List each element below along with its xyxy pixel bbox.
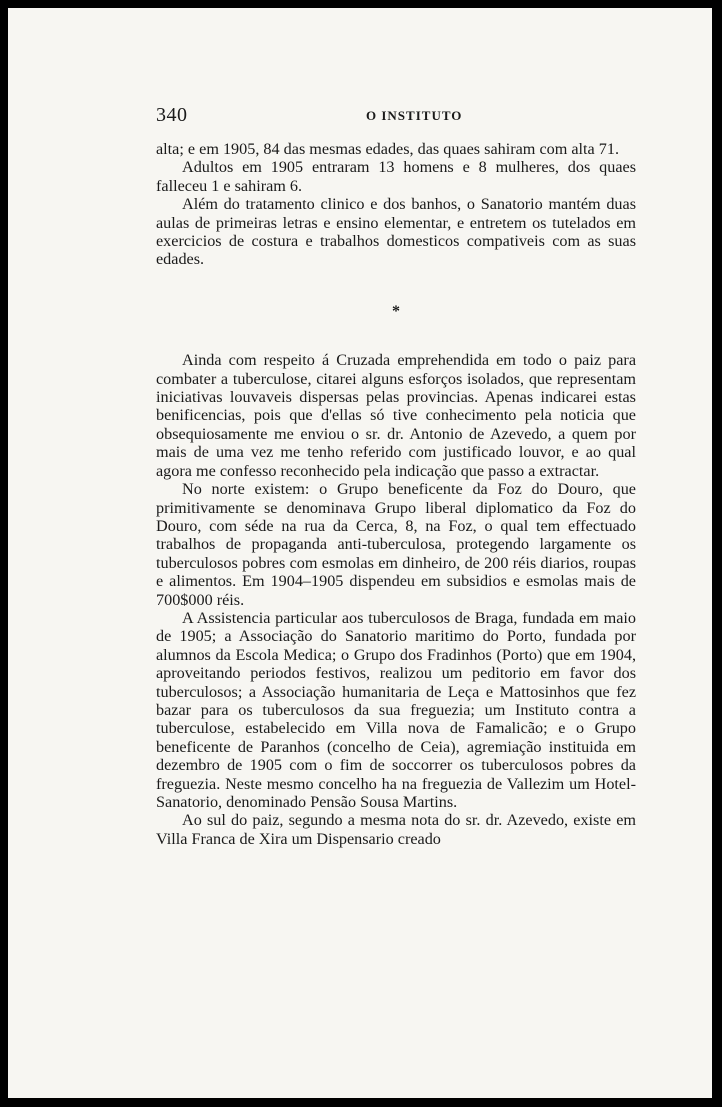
running-title: O INSTITUTO <box>366 108 463 123</box>
paragraph-2: Adultos em 1905 entraram 13 homens e 8 mulheres, dos quaes falleceu 1 e sahiram 6. <box>156 158 636 195</box>
paragraph-6: A Assistencia particular aos tuberculosos de Braga, fundada em maio de 1905; a Associação do Sanatorio maritimo do Porto, fundada por alumnos da Escola Medica; o Grupo dos Fradinhos (Porto) que em 1904, aproveitando periodos festivos, realizou um peditorio em favor dos tuberculosos; a Associação humanitaria de Leça e Mattosinhos que fez bazar para os tuberculosos da sua freguezia; um Instituto contra a tuberculose, estabelecido em Villa nova de Famalicão; e o Grupo beneficente de Paranhos (concelho de Ceia), agremiação instituida em dezembro de 1905 com o fim de soccorrer os tuberculosos pobres da freguezia. Neste mesmo concelho ha na freguezia de Vallezim um Hotel-Sanatorio, denominado Pensão Sousa Martins. <box>156 608 636 811</box>
paragraph-1: alta; e em 1905, 84 das mesmas edades, das quaes sahiram com alta 71. <box>156 140 620 158</box>
body-text <box>156 140 636 848</box>
page-header <box>156 104 636 128</box>
page-number: 340 <box>156 104 188 126</box>
book-page <box>6 6 714 1100</box>
paragraph-7: Ao sul do paiz, segundo a mesma nota do sr. dr. Azevedo, existe em Villa Franca de Xira um Dispensario creado <box>156 811 636 848</box>
paragraph-4: Ainda com respeito á Cruzada emprehendida em todo o paiz para combater a tuberculose, citarei alguns esforços isolados, que representam iniciativas louvaveis dispersas pelas provincias. Apenas indicarei estas benificencias, pois que d'ellas só tive conhecimento pela noticia que obsequiosamente me enviou o sr. dr. Antonio de Azevedo, a quem por mais de uma vez me tenho referido com justificado louvor, e ao qual agora me confesso reconhecido pela indicação que passo a extractar. <box>156 351 636 480</box>
section-separator: * <box>392 302 400 320</box>
paragraph-3: Além do tratamento clinico e dos banhos, o Sanatorio mantém duas aulas de primeiras letras e ensino elementar, e entretem os tutelados em exercicios de costura e trabalhos domesticos compativeis com as suas edades. <box>156 195 636 269</box>
paragraph-5: No norte existem: o Grupo beneficente da Foz do Douro, que primitivamente se denominava Grupo liberal diplomatico da Foz do Douro, com séde na rua da Cerca, 8, na Foz, o qual tem effectuado trabalhos de propaganda anti-tuberculosa, protegendo largamente os tuberculosos pobres com esmolas em dinheiro, de 200 réis diarios, roupas e alimentos. Em 1904–1905 dispendeu em subsidios e esmolas mais de 700$000 réis. <box>156 480 636 609</box>
